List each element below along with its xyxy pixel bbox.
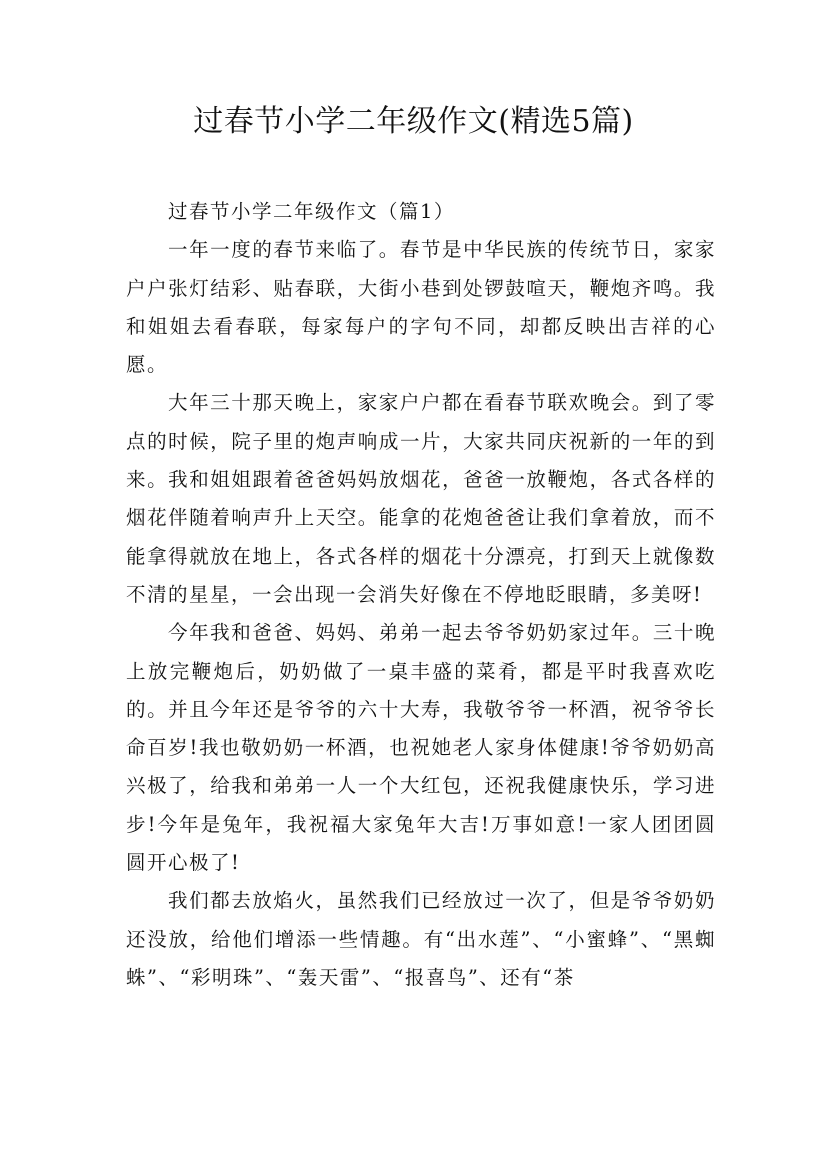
paragraph-2: 大年三十那天晚上，家家户户都在看春节联欢晚会。到了零点的时候，院子里的炮声响成一片，大家共同庆祝新的一年的到来。我和姐姐跟着爸爸妈妈放烟花，爸爸一放鞭炮，各式各样的烟花伴随着响声升上天空。能拿的花炮爸爸让我们拿着放，而不能拿得就放在地上，各式各样的烟花十分漂亮，打到天上就像数不清的星星，一会出现一会消失好像在不停地眨眼睛，多美呀! (126, 391, 716, 606)
document-body (126, 193, 716, 997)
paragraph-4: 我们都去放焰火，虽然我们已经放过一次了，但是爷爷奶奶还没放，给他们增添一些情趣。有“出水莲”、“小蜜蜂”、“黑蜘蛛”、“彩明珠”、“轰天雷”、“报喜鸟”、还有“茶 (126, 889, 716, 989)
section-heading: 过春节小学二年级作文（篇1） (168, 200, 455, 223)
document-title: 过春节小学二年级作文(精选5篇) (193, 104, 634, 139)
paragraph-3: 今年我和爸爸、妈妈、弟弟一起去爷爷奶奶家过年。三十晚上放完鞭炮后，奶奶做了一桌丰盛的菜肴，都是平时我喜欢吃的。并且今年还是爷爷的六十大寿，我敬爷爷一杯酒，祝爷爷长命百岁!我也敬奶奶一杯酒，也祝她老人家身体健康!爷爷奶奶高兴极了，给我和弟弟一人一个大红包，还祝我健康快乐，学习进步!今年是兔年，我祝福大家兔年大吉!万事如意!一家人团团圆圆开心极了! (126, 621, 716, 875)
paragraph-1: 一年一度的春节来临了。春节是中华民族的传统节日，家家户户张灯结彩、贴春联，大街小巷到处锣鼓喧天，鞭炮齐鸣。我和姐姐去看春联，每家每户的字句不同，却都反映出吉祥的心愿。 (126, 238, 716, 377)
